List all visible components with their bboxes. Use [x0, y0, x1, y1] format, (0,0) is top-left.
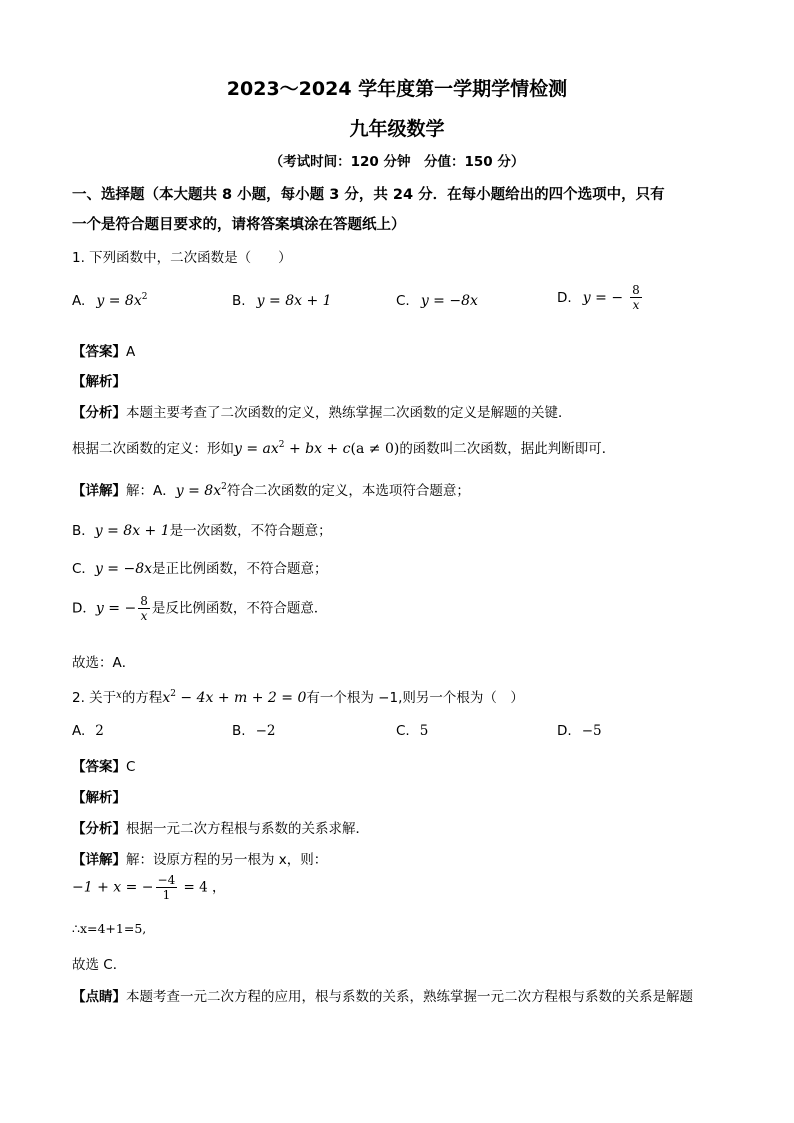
option-letter: D.: [557, 290, 572, 306]
exam-info: （考试时间：120 分钟 分值：150 分）: [269, 154, 525, 170]
q2-fenxi: 【分析】根据一元二次方程根与系数的关系求解．: [72, 821, 369, 837]
q2-analysis-tag: 【解析】: [72, 790, 126, 806]
q1-detail-d: D．y = − $\frac{8}{x}$ 是反比例函数，不符合题意．: [72, 594, 328, 623]
page-subtitle: 九年级数学: [349, 118, 445, 140]
q2-therefore: ∴x=4+1=5,: [72, 921, 147, 936]
q1-option-d: [557, 283, 644, 312]
q2-answer: 【答案】C: [72, 759, 136, 775]
q1-fenxi: 【分析】本题主要考查了二次函数的定义，熟练掌握二次函数的定义是解题的关键．: [72, 405, 572, 421]
q1-detail-a: 【详解】解：A．$y = 8x^2$符合二次函数的定义，本选项符合题意；: [72, 482, 470, 499]
q2-option-a: A. 2: [72, 723, 104, 739]
q2-equation: −1 + x = − $\frac{-4}{1}$ = 4 ，: [72, 873, 226, 902]
q2-option-b: B. −2: [232, 723, 276, 739]
q2-option-d: D. −5: [557, 723, 602, 739]
q1-stem: 1. 下列函数中，二次函数是（ ）: [72, 250, 292, 266]
q1-definition: 根据二次函数的定义：形如$y = ax^2$ + bx + c(a ≠ 0)的函数叫二次函数，据此判断即可．: [72, 440, 616, 457]
fraction: $\frac{-4}{1}$: [157, 873, 176, 902]
q1-detail-c: C．y = −8x是正比例函数，不符合题意；: [72, 561, 328, 577]
q1-conclusion: 故选：A．: [72, 655, 136, 671]
q1-analysis-tag: 【解析】: [72, 374, 126, 390]
section-heading-line2: 一个是符合题目要求的，请将答案填涂在答题纸上）: [72, 217, 406, 233]
option-expr: y = −: [582, 290, 624, 306]
option-letter: A.: [72, 293, 86, 309]
option-expr: y = −8x: [420, 293, 478, 309]
q1-option-b: [232, 290, 332, 309]
q1-option-a: [72, 290, 147, 309]
q1-option-c: [396, 290, 478, 309]
option-letter: C.: [396, 293, 410, 309]
q2-dianjing: 【点睛】本题考查一元二次方程的应用，根与系数的关系，熟练掌握一元二次方程根与系数的关系是解题: [72, 989, 693, 1005]
q2-conclusion: 故选 C．: [72, 957, 127, 973]
q1-answer: 【答案】A: [72, 344, 136, 360]
fraction: $\frac{8}{x}$: [632, 283, 640, 312]
q2-detail: 【详解】解：设原方程的另一根为 x，则：: [72, 852, 328, 868]
page-title: 2023～2024 学年度第一学期学情检测: [226, 78, 568, 100]
section-heading-line1: 一、选择题（本大题共 8 小题，每小题 3 分，共 24 分．在每小题给出的四个选项中，只有: [72, 187, 665, 203]
q2-option-c: C. 5: [396, 723, 429, 739]
q2-stem: 2. 关于$^x$的方程$x^2 - 4x + m + 2 = 0$有一个根为 −1,则另一个根为（ ）: [72, 689, 524, 706]
option-expr: $y = 8x^2$: [96, 292, 148, 309]
option-letter: B.: [232, 293, 246, 309]
option-expr: y = 8x + 1: [256, 293, 332, 309]
q1-detail-b: B．y = 8x + 1是一次函数，不符合题意；: [72, 523, 332, 539]
fraction: $\frac{8}{x}$: [140, 594, 148, 623]
